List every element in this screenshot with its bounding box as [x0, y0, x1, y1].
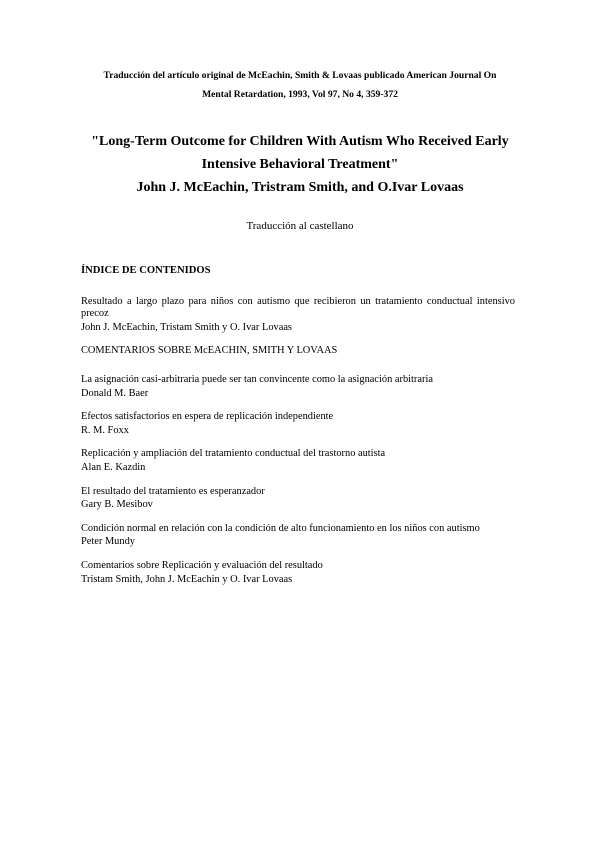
toc-entry	[81, 560, 515, 586]
toc-entry-title: La asignación casi-arbitraria puede ser tan convincente como la asignación arbitraria	[81, 373, 433, 385]
article-title-line-2: Intensive Behavioral Treatment"	[201, 157, 399, 172]
toc-heading: ÍNDICE DE CONTENIDOS	[81, 265, 211, 276]
toc-entry	[81, 411, 515, 437]
translation-subtitle: Traducción al castellano	[246, 220, 354, 232]
toc-entry	[81, 486, 515, 512]
translation-note	[60, 66, 540, 104]
toc-entry-title: Condición normal en relación con la condición de alto funcionamiento en los niños con autismo	[81, 522, 480, 534]
article-title-line-1: "Long-Term Outcome for Children With Autism Who Received Early	[91, 134, 509, 149]
toc-entry-authors: Alan E. Kazdin	[81, 461, 146, 473]
toc-entry-authors: R. M. Foxx	[81, 424, 129, 436]
toc-entry-title: Comentarios sobre Replicación y evaluación del resultado	[81, 559, 323, 571]
toc-entry	[81, 374, 515, 400]
toc-entry-authors: John J. McEachin, Tristam Smith y O. Ivar Lovaas	[81, 321, 292, 333]
toc-entry-authors: Peter Mundy	[81, 536, 135, 548]
toc-entry-authors: Gary B. Mesibov	[81, 499, 153, 511]
toc-entry	[81, 448, 515, 474]
toc-entry-title: Resultado a largo plazo para niños con autismo que recibieron un tratamiento conductual intensivo precoz	[81, 295, 515, 320]
translation-note-line-2: Mental Retardation, 1993, Vol 97, No 4, 359-372	[202, 89, 398, 100]
toc-entry	[81, 296, 515, 335]
toc-entry-title: Efectos satisfactorios en espera de replicación independiente	[81, 411, 334, 423]
toc-entry-authors: Tristam Smith, John J. McEachin y O. Ivar Lovaas	[81, 573, 293, 585]
toc-section-heading: COMENTARIOS SOBRE McEACHIN, SMITH Y LOVAAS	[81, 345, 338, 357]
toc-entry-authors: Donald M. Baer	[81, 387, 149, 399]
toc-entry	[81, 523, 515, 549]
translation-note-line-1: Traducción del artículo original de McEachin, Smith & Lovaas publicado American Journal On	[103, 70, 497, 81]
table-of-contents	[81, 265, 515, 597]
toc-entry-title: Replicación y ampliación del tratamiento conductual del trastorno autista	[81, 448, 386, 460]
toc-entry-title: El resultado del tratamiento es esperanzador	[81, 485, 265, 497]
article-authors: John J. McEachin, Tristram Smith, and O.Ivar Lovaas	[136, 180, 464, 195]
article-title-block	[40, 130, 560, 199]
